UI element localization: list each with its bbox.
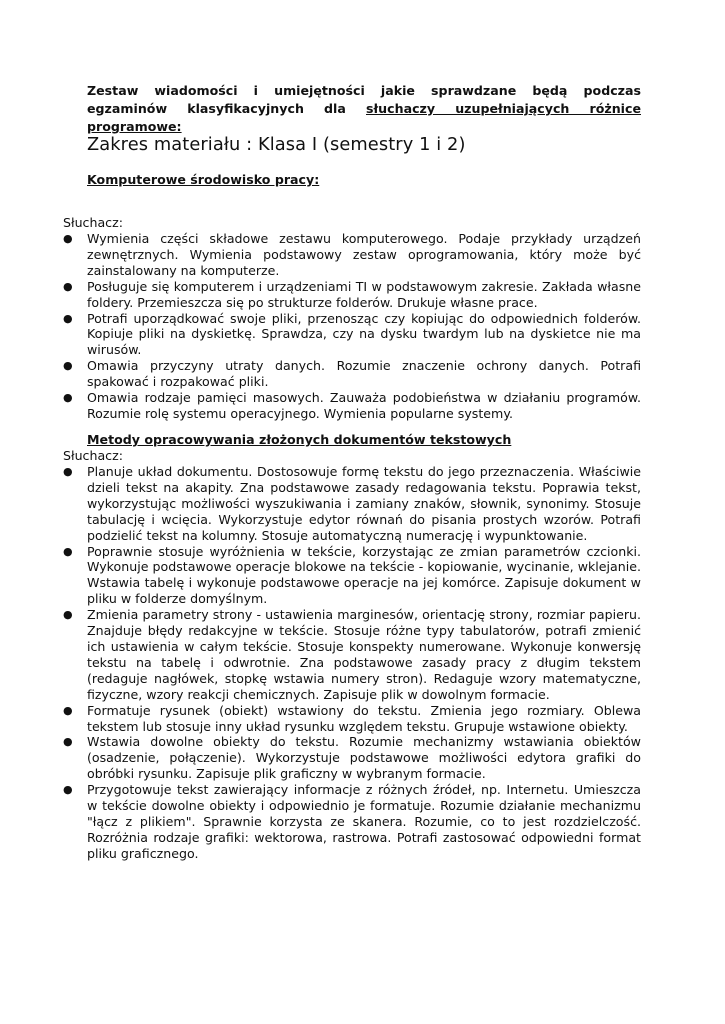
list-item-text: Formatuje rysunek (obiekt) wstawiony do tekstu. Zmienia jego rozmiary. Oblewa tekstem lub stosuje inny układ rysunku względem tekstu. Grupuje wstawione obiekty. — [87, 702, 641, 734]
list-item — [63, 311, 641, 359]
list-item — [63, 782, 641, 862]
bullet-icon: ● — [63, 735, 73, 749]
list-item — [63, 231, 641, 279]
list-item — [63, 358, 641, 390]
skills-list-text-documents — [63, 464, 641, 862]
bullet-icon: ● — [63, 311, 73, 325]
bullet-icon: ● — [63, 783, 73, 797]
list-item — [63, 703, 641, 735]
bullet-icon: ● — [63, 465, 73, 478]
skills-list-computer-environment — [63, 231, 641, 422]
list-item — [63, 734, 641, 782]
bullet-icon: ● — [63, 279, 73, 293]
list-item — [63, 607, 641, 702]
student-label: Słuchacz: — [63, 448, 123, 463]
list-item — [63, 390, 641, 422]
intro-text: Zestaw wiadomości i umiejętności jakie sprawdzane będą podczas egzaminów klasyfikacyjnych dla — [87, 83, 641, 116]
list-item — [63, 544, 641, 608]
section-heading-computer-environment: Komputerowe środowisko pracy: — [87, 172, 320, 187]
intro-underlined-text: słuchaczy uzupełniających różnice programowe: — [87, 101, 641, 134]
bullet-icon: ● — [63, 232, 73, 245]
list-item-text: Omawia przyczyny utraty danych. Rozumie znaczenie ochrony danych. Potrafi spakować i rozpakować pliki. — [87, 358, 641, 390]
section-heading-text-documents: Metody opracowywania złożonych dokumentów tekstowych — [87, 432, 512, 447]
bullet-icon: ● — [63, 359, 73, 373]
bullet-icon: ● — [63, 608, 73, 622]
list-item-text: Wstawia dowolne obiekty do tekstu. Rozumie mechanizmy wstawiania obiektów (osadzenie, połączenie). Wykorzystuje podstawowe możliwości edytora grafiki do obróbki rysunku. Zapisuje plik graficzny w wybranym formacie. — [87, 734, 641, 782]
list-item-text: Omawia rodzaje pamięci masowych. Zauważa podobieństwa w działaniu programów. Rozumie rolę systemu operacyjnego. Wymienia popularne systemy. — [87, 390, 641, 421]
list-item — [63, 279, 641, 311]
bullet-icon: ● — [63, 544, 73, 558]
intro-paragraph — [87, 82, 641, 136]
list-item-text: Posługuje się komputerem i urządzeniami TI w podstawowym zakresie. Zakłada własne foldery. Przemieszcza się po strukturze folderów. Drukuje własne prace. — [87, 278, 641, 310]
student-label: Słuchacz: — [63, 215, 123, 230]
bullet-icon: ● — [63, 391, 73, 405]
bullet-icon: ● — [63, 703, 73, 717]
list-item-text: Zmienia parametry strony - ustawienia marginesów, orientację strony, rozmiar papieru. Znajduje błędy redakcyjne w tekście. Stosuje różne typy tabulatorów, potrafi zmienić ich ustawienia w całym tekście. Stosuje konspekty numerowane. Wykonuje konwersję tekstu na tabelę i odwrotnie. Zna podstawowe zasady pracy z długim tekstem (redaguje nagłówek, stopkę wstawia numery stron). Redaguje wzory matematyczne, fizyczne, wzory reakcji chemicznych. Zapisuje plik w dowolnym formacie. — [87, 607, 641, 702]
page-title: Zakres materiału : Klasa I (semestry 1 i 2) — [87, 134, 466, 155]
list-item-text: Planuje układ dokumentu. Dostosowuje formę tekstu do jego przeznaczenia. Właściwie dzieli tekst na akapity. Zna podstawowe zasady redagowania tekstu. Poprawia tekst, wykorzystując możliwości wyszukiwania i zamiany znaków, słownik, synonimy. Stosuje tabulację i wcięcia. Wykorzystuje edytor równań do pisania prostych wzorów. Potrafi podzielić tekst na kolumny. Stosuje automatyczną numerację i wypunktowanie. — [87, 464, 641, 543]
list-item-text: Poprawnie stosuje wyróżnienia w tekście, korzystając ze zmian parametrów czcionki. Wykonuje podstawowe operacje blokowe na tekście - kopiowanie, wycinanie, wklejanie. Wstawia tabelę i wykonuje podstawowe operacje na jej komórce. Zapisuje dokument w pliku w folderze domyślnym. — [87, 543, 641, 607]
list-item-text: Przygotowuje tekst zawierający informacje z różnych źródeł, np. Internetu. Umieszcza w tekście dowolne obiekty i odpowiednio je formatuje. Rozumie działanie mechanizmu "łącz z plikiem". Sprawnie korzysta ze skanera. Rozumie, co to jest rozdzielczość. Rozróżnia rodzaje grafiki: wektorowa, rastrowa. Potrafi zastosować odpowiedni format pliku graficznego. — [87, 782, 641, 861]
list-item-text: Wymienia części składowe zestawu komputerowego. Podaje przykłady urządzeń zewnętrznych. Wymienia podstawowy zestaw oprogramowania, który może być zainstalowany na komputerze. — [87, 231, 641, 278]
list-item — [63, 464, 641, 544]
list-item-text: Potrafi uporządkować swoje pliki, przenosząc czy kopiując do odpowiednich folderów. Kopiuje pliki na dyskietkę. Sprawdza, czy na dysku twardym lub na dyskietce nie ma wirusów. — [87, 310, 641, 358]
